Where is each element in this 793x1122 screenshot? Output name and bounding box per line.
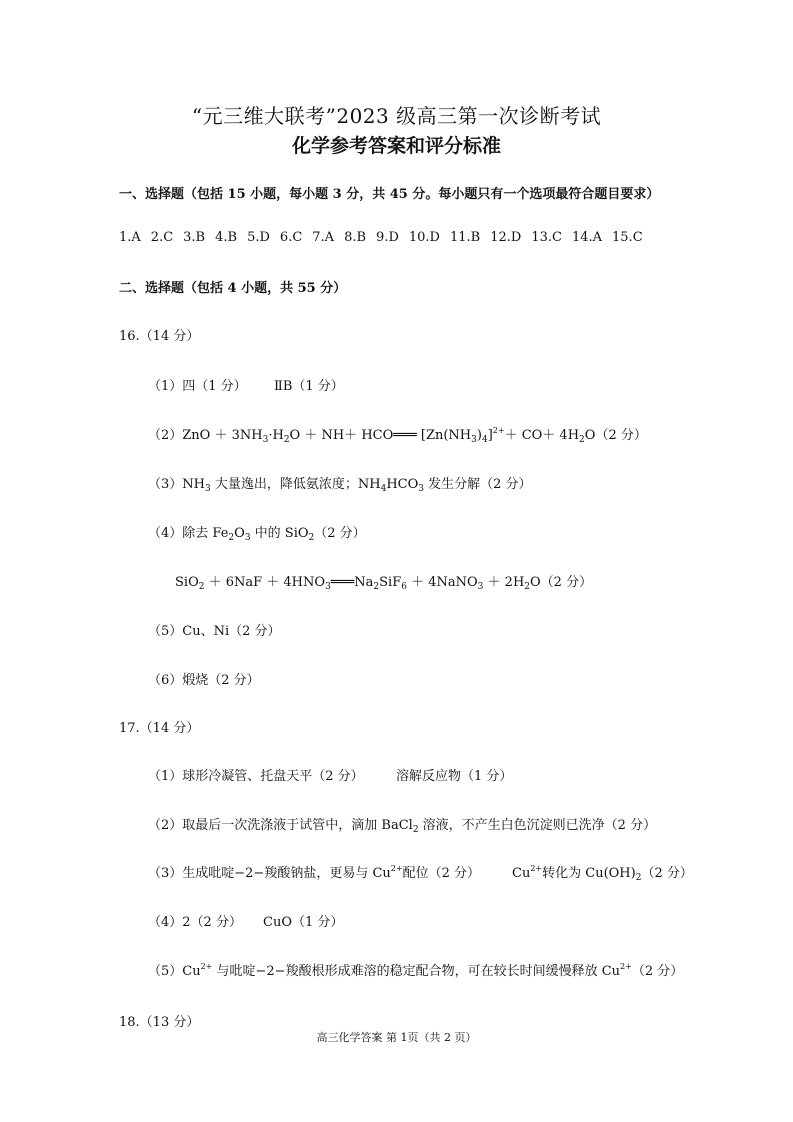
mcq-answer: 12.D (490, 230, 522, 245)
q17-heading: 17.（14 分） (119, 721, 200, 736)
q16-part1-answer: （1）四（1 分） (148, 379, 247, 394)
mcq-answer: 14.A (571, 230, 603, 245)
q16-part3-answer: $(3)NH_3$ 大量逸出，降低氨浓度；$NH_4HCO_3$ 发生分解（2 分） (148, 477, 532, 494)
mcq-answer: 8.B (344, 230, 367, 245)
mcq-answer-list (119, 230, 653, 245)
section2-heading: 二、选择题（包括 4 小题，共 55 分） (119, 281, 347, 296)
mcq-answer: 9.D (376, 230, 399, 245)
mcq-answer: 10.D (408, 230, 440, 245)
q17-part2-answer: （2）取最后一次洗涤液于试管中，滴加 BaCl$_2$ 溶液，不产生白色沉淀则已洗净（2 分） (148, 818, 657, 835)
q16-part2-equation: $(2)ZnO + 3NH_3\cdot H_2O + NH+$ HCO═══ $[Zn(NH_3)_4]^{2+}+ CO+ 4H_2O(2$ 分） (148, 426, 647, 445)
q17-part4-answer-b: CuO（1 分） (263, 915, 344, 930)
mcq-answer: 4.B (215, 230, 238, 245)
mcq-answer: 1.A (119, 230, 141, 245)
mcq-answer: 5.D (247, 230, 270, 245)
document-title: “元三维大联考”2023 级高三第一次诊断考试 (191, 104, 602, 128)
q17-part5-answer: $(5)Cu^{2+}$ 与吡啶−2−羧酸根形成难溶的稳定配合物，可在较长时间缓慢释放 $Cu^{2+}(2$ 分） (148, 962, 684, 979)
document-subtitle: 化学参考答案和评分标准 (291, 135, 501, 157)
q16-part4-answer: （4）除去 $Fe_2O_3$ 中的 SiO$_2$（2 分） (148, 526, 366, 543)
mcq-answer: 2.C (150, 230, 174, 245)
mcq-answer: 3.B (183, 230, 206, 245)
q17-part3-answer: （3）生成吡啶−2−羧酸钠盐，更易与 $Cu^{2+}$配位（2 分） (148, 864, 480, 881)
q16-part6-answer: （6）煅烧（2 分） (148, 673, 260, 688)
q17-part3-answer-b: $Cu^{2+}$转化为 $Cu(OH)_2(2$ 分） (512, 864, 693, 883)
q17-part1-answer: （1）球形冷凝管、托盘天平（2 分） (148, 769, 364, 784)
page-footer: 高三化学答案 第 1页（共 2 页） (316, 1031, 477, 1044)
mcq-answer: 7.A (312, 230, 335, 245)
q17-part4-answer: （4）2（2 分） (148, 915, 242, 930)
section1-heading: 一、选择题（包括 15 小题，每小题 3 分，共 45 分。每小题只有一个选项最符合题目要求） (119, 187, 660, 202)
q18-heading: 18.（13 分） (119, 1015, 200, 1030)
mcq-answer: 13.C (531, 230, 562, 245)
mcq-answer: 15.C (612, 230, 643, 245)
q16-heading: 16.（14 分） (119, 329, 200, 344)
mcq-answer: 6.C (279, 230, 303, 245)
q16-part1-answer-b: ⅡB（1 分） (274, 379, 344, 394)
q16-part4-equation: $SiO_2 + 6NaF + 4HNO_3═══Na_2SiF_6$ ＋ 4NaNO$_3$ ＋ $2H_2O(2$ 分） (175, 575, 593, 592)
q17-part1-answer-b: 溶解反应物（1 分） (396, 769, 513, 784)
q16-part5-answer: （5）Cu、Ni（2 分） (148, 624, 281, 639)
mcq-answer: 11.B (449, 230, 481, 245)
